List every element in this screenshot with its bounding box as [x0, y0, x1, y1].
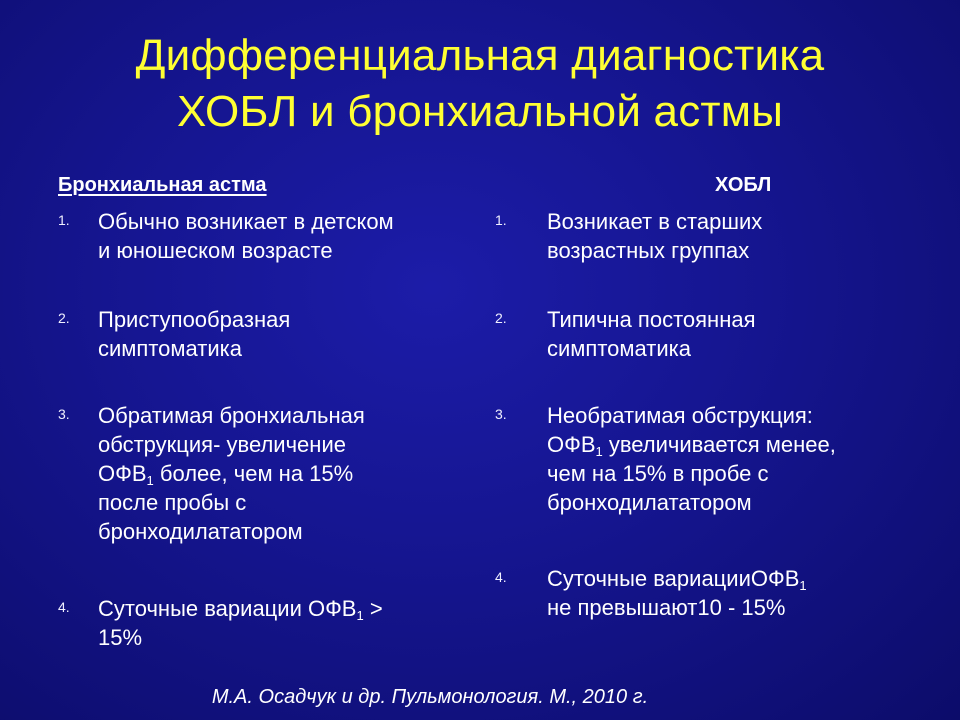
list-item-text	[547, 401, 836, 517]
asthma-column	[58, 172, 458, 650]
subscript: 1	[799, 578, 807, 593]
list-number: 3.	[58, 406, 70, 422]
subscript: 1	[356, 608, 364, 623]
list-item-text-part: увеличивается менее, чем на 15% в пробе с бронходилататором	[547, 432, 836, 515]
slide-title-line-2: ХОБЛ и бронхиальной астмы	[176, 87, 784, 136]
list-item-text	[98, 594, 383, 652]
list-number: 3.	[495, 406, 507, 422]
list-number: 2.	[495, 310, 507, 326]
asthma-column-heading: Бронхиальная астма	[58, 174, 267, 196]
list-number: 4.	[495, 569, 507, 585]
slide-title	[0, 28, 960, 140]
source-citation: М.А. Осадчук и др. Пульмонология. М., 2010 г.	[211, 686, 649, 708]
list-item-text-part: > 15%	[98, 596, 383, 650]
copd-column-heading: ХОБЛ	[715, 174, 772, 196]
subscript: 1	[146, 473, 154, 488]
list-item-text-part: Необратимая обструкция: ОФВ	[547, 403, 813, 457]
copd-column	[495, 172, 915, 620]
list-item-text: Возникает в старших возрастных группах	[547, 209, 763, 263]
list-item-text	[547, 564, 807, 622]
list-item-text-part: более, чем на 15% после пробы с бронходилататором	[98, 461, 354, 544]
list-item-text	[98, 401, 365, 546]
list-number: 1.	[495, 212, 507, 228]
list-item-text-part: Суточные вариации ОФВ	[98, 596, 357, 621]
list-item-text: Типична постоянная симптоматика	[547, 307, 756, 361]
list-item-text-part: не превышают10 - 15%	[547, 595, 786, 620]
list-item-text: Обычно возникает в детском и юношеском возрасте	[98, 209, 394, 263]
list-number: 1.	[58, 212, 70, 228]
slide-title-line-1: Дифференциальная диагностика	[135, 31, 825, 80]
list-item-text-part: Обратимая бронхиальная обструкция- увеличение ОФВ	[98, 403, 365, 486]
list-item-text: Приступообразная симптоматика	[98, 307, 291, 361]
subscript: 1	[595, 444, 603, 459]
list-number: 4.	[58, 599, 70, 615]
list-item-text-part: Суточные вариацииОФВ	[547, 566, 800, 591]
list-number: 2.	[58, 310, 70, 326]
